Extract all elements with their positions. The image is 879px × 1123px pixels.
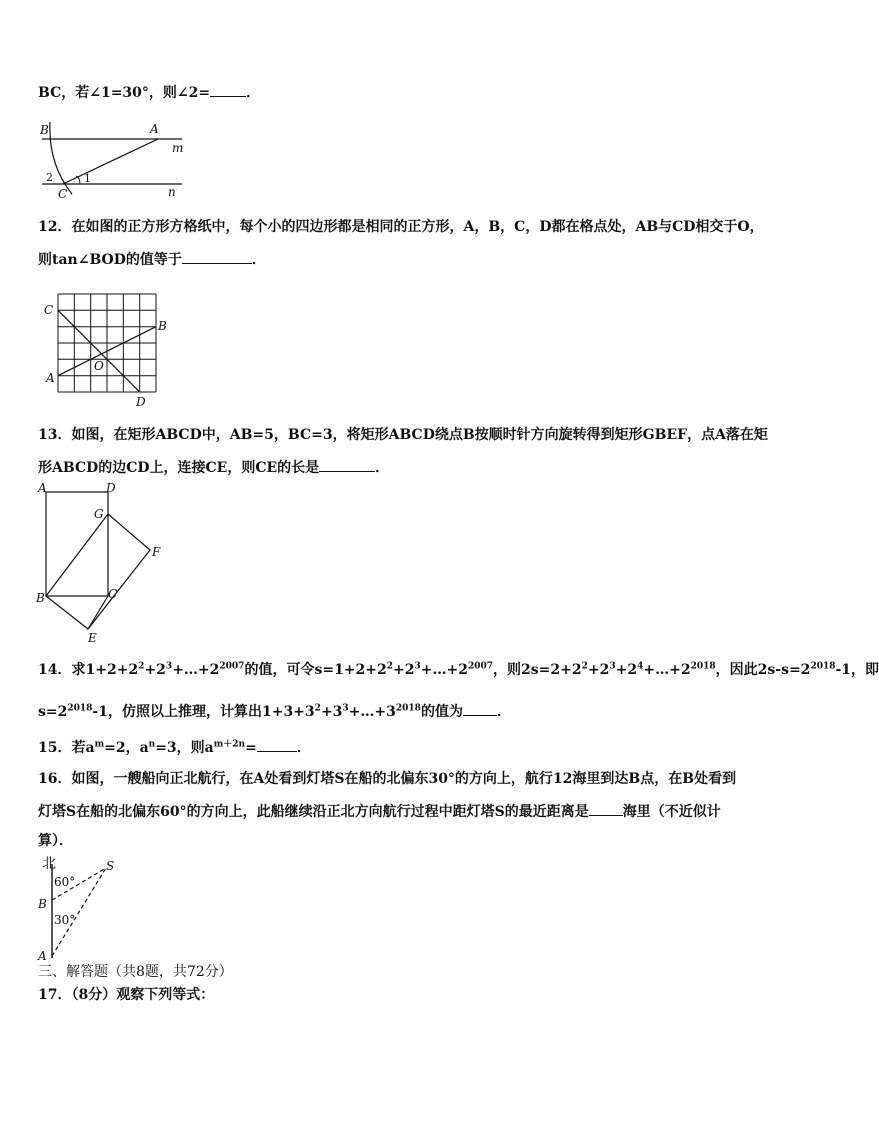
q14-text: +…+3 (348, 704, 396, 720)
q16-line-1: 16．如图，一艘船向正北航行，在A处看到灯塔S在船的北偏东30°的方向上，航行12海里到达B点，在B处看到 (38, 771, 737, 787)
q14-text: +…+2 (643, 662, 691, 678)
q13-line-1: 13．如图，在矩形ABCD中，AB=5，BC=3，将矩形ABCD绕点B按顺时针方向旋转得到矩形GBEF，点A落在矩 (38, 427, 768, 443)
q15-text: =2，a (104, 740, 149, 756)
q14-exponent: 2 (138, 661, 145, 672)
q14-text: 14．求1+2+2 (38, 662, 139, 678)
q14-text: 的值，可令s=1+2+2 (244, 662, 387, 678)
label-60-degree: 60° (54, 875, 76, 889)
q15-answer-blank[interactable] (257, 737, 297, 752)
q16-answer-blank[interactable] (589, 801, 623, 816)
segment-cd (58, 310, 140, 392)
label-a: A (38, 481, 47, 495)
q14-exponent: 2018 (67, 703, 93, 714)
q14-exponent: 2018 (395, 703, 421, 714)
q15-text: =3，则a (155, 740, 214, 756)
q14-exponent: 4 (637, 661, 644, 672)
q14-text: -1，即 (835, 662, 879, 678)
q14-exponent: 3 (414, 661, 421, 672)
q16-line-3: 算）． (38, 833, 73, 849)
label-m: m (172, 141, 184, 155)
q14-exponent: 3 (165, 661, 173, 672)
q16-line-2-suffix: 海里（不近似计 (622, 804, 721, 820)
q14-text: +2 (587, 662, 610, 678)
q14-line-2 (38, 701, 511, 722)
arc-bc (50, 122, 72, 194)
q11-tail-prefix: BC，若∠1=30°，则∠2= (38, 85, 211, 101)
q14-text: +…+2 (172, 662, 220, 678)
q15-text: = (245, 740, 257, 756)
label-b: B (36, 591, 45, 605)
label-a: A (38, 949, 47, 963)
q14-text: -1，仿照以上推理，计算出1+3+3 (92, 704, 315, 720)
label-g: G (94, 507, 104, 521)
q11-tail (38, 82, 260, 103)
label-b: B (40, 123, 49, 137)
q14-text: +2 (393, 662, 415, 678)
figure-13-rectangles (34, 480, 164, 646)
q14-text: 的值为 (420, 704, 463, 720)
q15-suffix: ． (296, 740, 311, 756)
q14-text: ，因此2s-s=2 (715, 662, 811, 678)
q14-text: +2 (144, 662, 166, 678)
q12-line-2 (38, 249, 266, 270)
q15-exponent: m (94, 739, 105, 750)
label-b: B (158, 319, 167, 333)
label-c: C (44, 303, 54, 317)
q14-exponent: 2018 (810, 661, 836, 672)
q17-line: 17．（8分）观察下列等式： (38, 987, 215, 1003)
q14-text: s=2 (38, 704, 68, 720)
q14-exponent: 2 (581, 661, 588, 672)
section-3-heading: 三、解答题（共8题，共72分） (38, 964, 233, 980)
segment-ce (88, 596, 108, 629)
grid-lines (58, 294, 156, 392)
q15-exponent: n (148, 739, 156, 750)
q14-line-1 (38, 660, 879, 680)
figure-11-parallel-lines (36, 118, 186, 201)
label-30-degree: 30° (54, 913, 76, 927)
label-c: C (58, 187, 68, 201)
q11-tail-suffix: ． (246, 85, 261, 101)
label-a: A (46, 371, 55, 385)
label-s: S (106, 859, 115, 873)
q14-exponent: 3 (342, 703, 349, 714)
q14-exponent: 2 (314, 703, 321, 714)
q14-answer-blank[interactable] (463, 701, 497, 716)
label-a: A (150, 122, 159, 136)
q15-text: 15．若a (38, 740, 95, 756)
q14-exponent: 2007 (467, 661, 494, 672)
q14-exponent: 3 (609, 661, 616, 672)
q12-line-2-suffix: ． (251, 252, 266, 268)
north-label: 北 (42, 856, 56, 872)
label-angle-2: 2 (46, 171, 53, 184)
q13-line-2-suffix: ． (375, 460, 390, 476)
q14-exponent: 2 (386, 661, 394, 672)
q14-text: +3 (320, 704, 343, 720)
q15-line (38, 737, 311, 758)
label-d: D (136, 395, 146, 409)
label-c: C (108, 587, 118, 601)
label-o: O (94, 359, 104, 373)
q13-line-2 (38, 457, 389, 478)
q12-line-2-prefix: 则tan∠BOD的值等于 (38, 252, 182, 268)
q12-answer-blank[interactable] (182, 249, 252, 264)
label-f: F (152, 545, 161, 559)
q14-exponent: 2018 (690, 661, 716, 672)
q15-exponent: m＋2n (213, 739, 246, 750)
q13-answer-blank[interactable] (319, 457, 375, 472)
q12-line-1: 12．在如图的正方形方格纸中，每个小的四边形都是相同的正方形，A，B，C，D都在格点处，AB与CD相交于O， (38, 219, 764, 235)
q13-line-2-prefix: 形ABCD的边CD上，连接CE，则CE的长是 (38, 460, 320, 476)
q14-text: ，则2s=2+2 (493, 662, 582, 678)
q14-text: +…+2 (420, 662, 468, 678)
q11-answer-blank[interactable] (210, 82, 246, 97)
label-n: n (168, 185, 176, 199)
q16-line-2 (38, 801, 721, 822)
label-b: B (38, 897, 47, 911)
figure-12-grid (42, 290, 172, 412)
label-e: E (88, 631, 97, 645)
q14-suffix: ． (496, 704, 511, 720)
q14-exponent: 2007 (219, 661, 245, 672)
q16-line-2-prefix: 灯塔S在船的北偏东60°的方向上，此船继续沿正北方向航行过程中距灯塔S的最近距离是 (38, 804, 589, 820)
label-d: D (106, 481, 116, 495)
label-angle-1: 1 (84, 172, 91, 185)
q14-text: +2 (615, 662, 638, 678)
figure-16-lighthouse (34, 852, 124, 964)
